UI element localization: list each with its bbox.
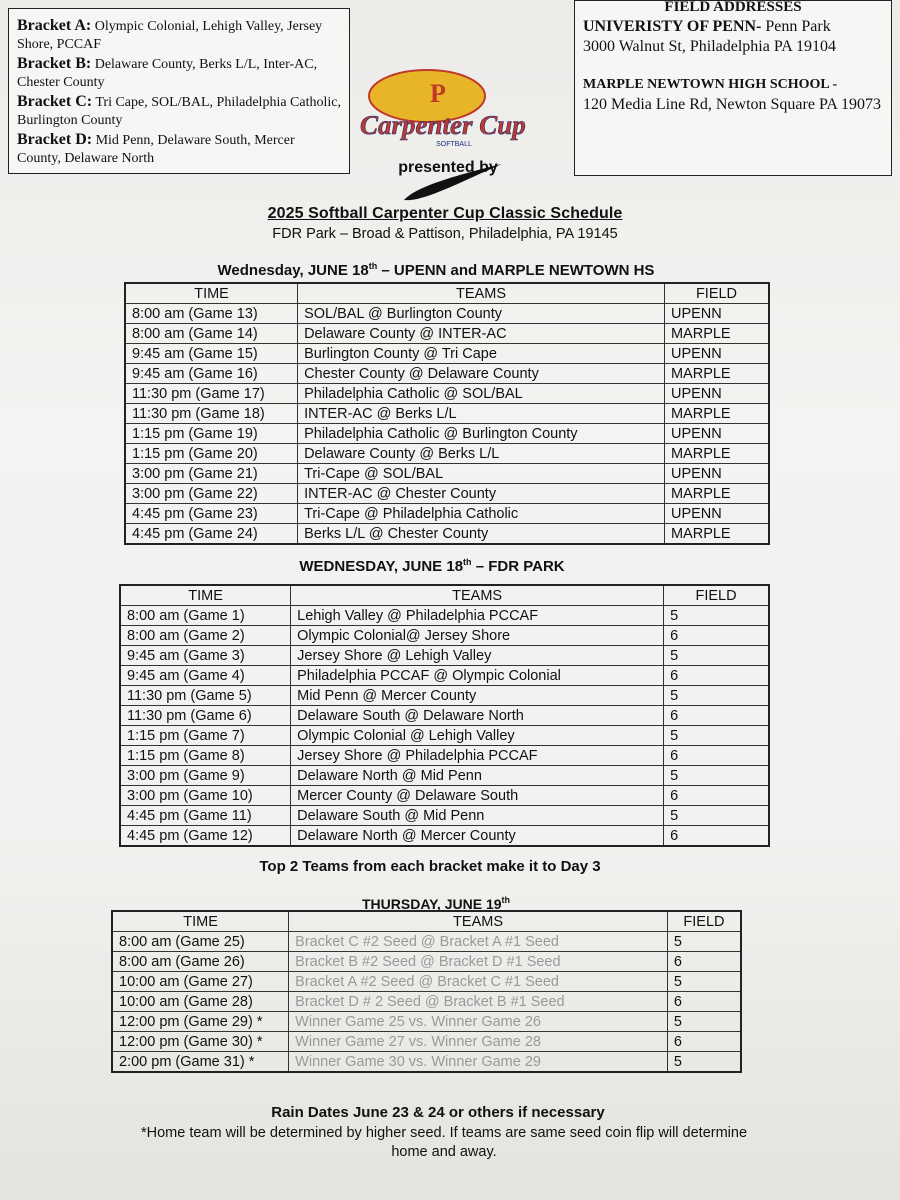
cell-time: 3:00 pm (Game 21) [125, 464, 298, 484]
cell-team: Tri-Cape @ SOL/BAL [298, 464, 665, 484]
table-row [120, 746, 769, 766]
logo-letter: P [430, 79, 446, 108]
table-row [120, 786, 769, 806]
cell-time: 11:30 pm (Game 5) [120, 686, 291, 706]
cell-team: Philadelphia Catholic @ SOL/BAL [298, 384, 665, 404]
cell-team: Tri-Cape @ Philadelphia Catholic [298, 504, 665, 524]
table-row [125, 384, 769, 404]
cell-field: UPENN [664, 304, 769, 324]
col-teams: TEAMS [291, 585, 664, 606]
cell-team: Philadelphia Catholic @ Burlington County [298, 424, 665, 444]
field-addresses-heading: FIELD ADDRESSES [664, 0, 802, 15]
cell-time: 9:45 am (Game 15) [125, 344, 298, 364]
cell-time: 9:45 am (Game 3) [120, 646, 291, 666]
cell-field: UPENN [664, 344, 769, 364]
cell-field: 6 [664, 706, 769, 726]
table-row [112, 952, 741, 972]
col-time: TIME [125, 283, 298, 304]
cell-field: MARPLE [664, 324, 769, 344]
cell-team: Bracket A #2 Seed @ Bracket C #1 Seed [289, 972, 668, 992]
logo-sport: SOFTBALL [436, 141, 472, 148]
col-field: FIELD [667, 911, 741, 932]
cell-time: 10:00 am (Game 27) [112, 972, 289, 992]
cell-field: UPENN [664, 424, 769, 444]
cell-time: 9:45 am (Game 16) [125, 364, 298, 384]
cell-field: 5 [667, 1052, 741, 1073]
col-time: TIME [120, 585, 291, 606]
cell-field: 5 [664, 646, 769, 666]
cell-team: Delaware County @ Berks L/L [298, 444, 665, 464]
cell-field: 5 [667, 972, 741, 992]
table-row [125, 484, 769, 504]
cell-time: 3:00 pm (Game 9) [120, 766, 291, 786]
cell-field: UPENN [664, 504, 769, 524]
cell-time: 8:00 am (Game 13) [125, 304, 298, 324]
cell-team: Delaware County @ INTER-AC [298, 324, 665, 344]
cell-time: 1:15 pm (Game 20) [125, 444, 298, 464]
table-row [120, 686, 769, 706]
cell-field: 5 [664, 726, 769, 746]
cell-field: 5 [664, 606, 769, 626]
cell-field: 6 [664, 826, 769, 847]
cell-team: Mid Penn @ Mercer County [291, 686, 664, 706]
upenn-name: UNIVERISTY OF PENN- Penn Park [583, 18, 831, 35]
table-row [125, 424, 769, 444]
bracket-c: Bracket C: Tri Cape, SOL/BAL, Philadelphia Catholic, Burlington County [17, 93, 341, 128]
table-row [125, 344, 769, 364]
table-row [120, 766, 769, 786]
cell-time: 8:00 am (Game 14) [125, 324, 298, 344]
table-row [125, 404, 769, 424]
day2-heading: THURSDAY, JUNE 19th [361, 895, 511, 912]
col-field: FIELD [664, 283, 769, 304]
cell-field: 5 [664, 686, 769, 706]
cell-team: Jersey Shore @ Lehigh Valley [291, 646, 664, 666]
cell-time: 4:45 pm (Game 24) [125, 524, 298, 545]
cell-field: 5 [667, 932, 741, 952]
home-team-note: *Home team will be determined by higher seed. If teams are same seed coin flip will determine home and away. [140, 1125, 748, 1160]
cell-time: 1:15 pm (Game 19) [125, 424, 298, 444]
cell-time: 4:45 pm (Game 23) [125, 504, 298, 524]
table-row [120, 666, 769, 686]
top2-note: Top 2 Teams from each bracket make it to Day 3 [259, 858, 601, 875]
cell-field: UPENN [664, 384, 769, 404]
cell-time: 8:00 am (Game 1) [120, 606, 291, 626]
table-row [120, 706, 769, 726]
cell-team: Philadelphia PCCAF @ Olympic Colonial [291, 666, 664, 686]
cell-time: 12:00 pm (Game 29) * [112, 1012, 289, 1032]
table-row [112, 1032, 741, 1052]
cell-time: 3:00 pm (Game 22) [125, 484, 298, 504]
table-row [125, 504, 769, 524]
cell-time: 12:00 pm (Game 30) * [112, 1032, 289, 1052]
cell-field: MARPLE [664, 364, 769, 384]
table-row [125, 464, 769, 484]
page-subtitle: FDR Park – Broad & Pattison, Philadelphia, PA 19145 [272, 226, 618, 242]
cell-time: 4:45 pm (Game 11) [120, 806, 291, 826]
cell-field: UPENN [664, 464, 769, 484]
table-row [125, 444, 769, 464]
cell-field: MARPLE [664, 444, 769, 464]
cell-team: Winner Game 27 vs. Winner Game 28 [289, 1032, 668, 1052]
day1-fdr-heading: WEDNESDAY, JUNE 18th – FDR PARK [299, 557, 565, 575]
cell-field: 5 [664, 806, 769, 826]
cell-field: MARPLE [664, 484, 769, 504]
table-row [120, 606, 769, 626]
table-row [112, 1012, 741, 1032]
cell-team: Lehigh Valley @ Philadelphia PCCAF [291, 606, 664, 626]
cell-team: Winner Game 25 vs. Winner Game 26 [289, 1012, 668, 1032]
cell-field: MARPLE [664, 404, 769, 424]
col-teams: TEAMS [298, 283, 665, 304]
marple-name: MARPLE NEWTOWN HIGH SCHOOL - [583, 77, 838, 92]
table-row [120, 626, 769, 646]
day1-fdr-table [119, 584, 770, 847]
table-row [112, 992, 741, 1012]
cell-team: Jersey Shore @ Philadelphia PCCAF [291, 746, 664, 766]
bracket-d: Bracket D: Mid Penn, Delaware South, Mercer County, Delaware North [17, 131, 295, 166]
cell-time: 1:15 pm (Game 8) [120, 746, 291, 766]
carpenter-cup-logo [352, 68, 557, 210]
field-addresses-box [574, 0, 892, 176]
cell-field: MARPLE [664, 524, 769, 545]
cell-team: Bracket D # 2 Seed @ Bracket B #1 Seed [289, 992, 668, 1012]
cell-team: SOL/BAL @ Burlington County [298, 304, 665, 324]
day1-upenn-table [124, 282, 770, 545]
table-row [112, 972, 741, 992]
brackets-box [8, 8, 350, 174]
cell-team: Olympic Colonial @ Lehigh Valley [291, 726, 664, 746]
rain-dates: Rain Dates June 23 & 24 or others if necessary [271, 1104, 605, 1121]
table-row [125, 324, 769, 344]
cell-field: 6 [667, 952, 741, 972]
cell-time: 9:45 am (Game 4) [120, 666, 291, 686]
table-row [125, 524, 769, 545]
cell-time: 2:00 pm (Game 31) * [112, 1052, 289, 1073]
cell-field: 5 [664, 766, 769, 786]
table-row [120, 806, 769, 826]
cell-team: Bracket B #2 Seed @ Bracket D #1 Seed [289, 952, 668, 972]
cell-time: 4:45 pm (Game 12) [120, 826, 291, 847]
cell-team: Chester County @ Delaware County [298, 364, 665, 384]
cell-field: 6 [667, 1032, 741, 1052]
cell-team: Delaware North @ Mercer County [291, 826, 664, 847]
cell-time: 1:15 pm (Game 7) [120, 726, 291, 746]
cell-time: 11:30 pm (Game 6) [120, 706, 291, 726]
cell-team: Bracket C #2 Seed @ Bracket A #1 Seed [289, 932, 668, 952]
cell-field: 6 [667, 992, 741, 1012]
cell-time: 3:00 pm (Game 10) [120, 786, 291, 806]
col-teams: TEAMS [289, 911, 668, 932]
cell-team: Mercer County @ Delaware South [291, 786, 664, 806]
cell-field: 6 [664, 786, 769, 806]
cell-time: 10:00 am (Game 28) [112, 992, 289, 1012]
cell-time: 11:30 pm (Game 18) [125, 404, 298, 424]
table-row [120, 826, 769, 847]
marple-address: 120 Media Line Rd, Newton Square PA 19073 [583, 96, 882, 113]
cell-team: INTER-AC @ Chester County [298, 484, 665, 504]
cell-team: Winner Game 30 vs. Winner Game 29 [289, 1052, 668, 1073]
bracket-b: Bracket B: Delaware County, Berks L/L, Inter-AC, Chester County [17, 55, 318, 90]
cell-team: Delaware North @ Mid Penn [291, 766, 664, 786]
page-title: 2025 Softball Carpenter Cup Classic Schedule [267, 205, 623, 222]
cell-time: 11:30 pm (Game 17) [125, 384, 298, 404]
presented-by-text: presented by [398, 159, 498, 176]
cell-team: INTER-AC @ Berks L/L [298, 404, 665, 424]
col-field: FIELD [664, 585, 769, 606]
table-row [112, 1052, 741, 1073]
cell-time: 8:00 am (Game 25) [112, 932, 289, 952]
bracket-a: Bracket A: Olympic Colonial, Lehigh Valley, Jersey Shore, PCCAF [17, 17, 323, 52]
table-row [125, 304, 769, 324]
upenn-address: 3000 Walnut St, Philadelphia PA 19104 [583, 38, 836, 55]
cell-team: Olympic Colonial@ Jersey Shore [291, 626, 664, 646]
table-row [120, 726, 769, 746]
logo-wordmark: Carpenter Cup [360, 110, 526, 140]
table-row [120, 646, 769, 666]
table-row [112, 932, 741, 952]
cell-field: 6 [664, 746, 769, 766]
cell-team: Delaware South @ Delaware North [291, 706, 664, 726]
cell-time: 8:00 am (Game 26) [112, 952, 289, 972]
cell-field: 6 [664, 666, 769, 686]
cell-field: 5 [667, 1012, 741, 1032]
cell-team: Delaware South @ Mid Penn [291, 806, 664, 826]
cell-team: Burlington County @ Tri Cape [298, 344, 665, 364]
cell-team: Berks L/L @ Chester County [298, 524, 665, 545]
col-time: TIME [112, 911, 289, 932]
cell-time: 8:00 am (Game 2) [120, 626, 291, 646]
day1-upenn-heading: Wednesday, JUNE 18th – UPENN and MARPLE NEWTOWN HS [217, 261, 655, 279]
table-row [125, 364, 769, 384]
cell-field: 6 [664, 626, 769, 646]
day2-table [111, 910, 742, 1073]
